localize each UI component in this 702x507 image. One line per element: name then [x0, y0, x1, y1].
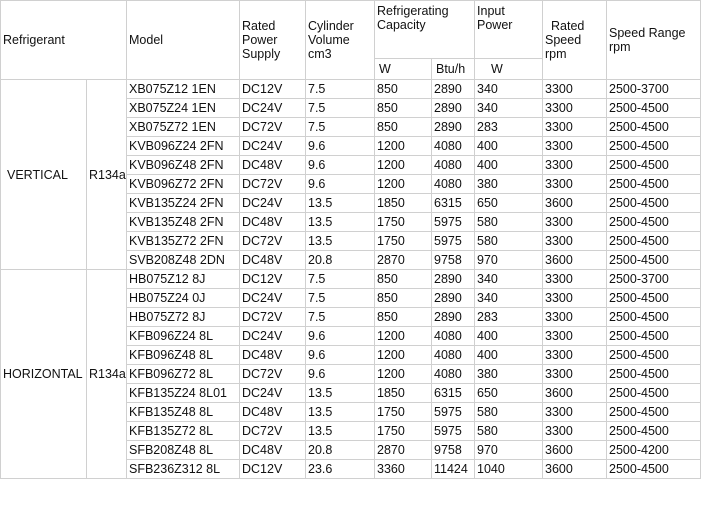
power-supply-cell: DC48V	[240, 156, 306, 175]
model-cell: XB075Z24 1EN	[127, 99, 240, 118]
model-cell: XB075Z12 1EN	[127, 80, 240, 99]
model-cell: HB075Z72 8J	[127, 308, 240, 327]
capacity-w-cell: 1850	[375, 194, 432, 213]
input-power-cell: 580	[475, 213, 543, 232]
capacity-btuh-cell: 6315	[432, 384, 475, 403]
speed-range-cell: 2500-4500	[607, 327, 701, 346]
subheader-btuh: Btu/h	[432, 59, 475, 80]
capacity-w-cell: 1200	[375, 346, 432, 365]
model-cell: KVB096Z72 2FN	[127, 175, 240, 194]
input-power-cell: 400	[475, 327, 543, 346]
capacity-w-cell: 850	[375, 80, 432, 99]
cylinder-volume-cell: 7.5	[306, 80, 375, 99]
power-supply-cell: DC72V	[240, 422, 306, 441]
capacity-w-cell: 1750	[375, 213, 432, 232]
model-cell: KVB135Z72 2FN	[127, 232, 240, 251]
model-cell: KVB135Z24 2FN	[127, 194, 240, 213]
input-power-cell: 340	[475, 289, 543, 308]
input-power-cell: 1040	[475, 460, 543, 479]
capacity-btuh-cell: 4080	[432, 175, 475, 194]
model-cell: KFB096Z24 8L	[127, 327, 240, 346]
model-cell: KVB135Z48 2FN	[127, 213, 240, 232]
rated-speed-cell: 3300	[543, 270, 607, 289]
cylinder-volume-cell: 13.5	[306, 384, 375, 403]
header-speed-range: Speed Range rpm	[607, 1, 701, 80]
capacity-w-cell: 1200	[375, 175, 432, 194]
rated-speed-cell: 3600	[543, 384, 607, 403]
rated-speed-cell: 3300	[543, 137, 607, 156]
power-supply-cell: DC48V	[240, 403, 306, 422]
rated-speed-cell: 3600	[543, 194, 607, 213]
capacity-w-cell: 1200	[375, 137, 432, 156]
speed-range-cell: 2500-4500	[607, 194, 701, 213]
input-power-cell: 650	[475, 194, 543, 213]
speed-range-cell: 2500-4500	[607, 213, 701, 232]
rated-speed-cell: 3300	[543, 80, 607, 99]
capacity-w-cell: 3360	[375, 460, 432, 479]
model-cell: HB075Z12 8J	[127, 270, 240, 289]
speed-range-cell: 2500-4500	[607, 118, 701, 137]
capacity-w-cell: 1750	[375, 403, 432, 422]
cylinder-volume-cell: 13.5	[306, 422, 375, 441]
power-supply-cell: DC72V	[240, 308, 306, 327]
model-cell: KVB096Z48 2FN	[127, 156, 240, 175]
capacity-btuh-cell: 4080	[432, 327, 475, 346]
capacity-btuh-cell: 2890	[432, 270, 475, 289]
speed-range-cell: 2500-4500	[607, 346, 701, 365]
subheader-input-w: W	[475, 59, 543, 80]
rated-speed-cell: 3300	[543, 308, 607, 327]
capacity-w-cell: 850	[375, 270, 432, 289]
rated-speed-cell: 3300	[543, 403, 607, 422]
table-row	[1, 270, 701, 289]
capacity-w-cell: 2870	[375, 251, 432, 270]
rated-speed-cell: 3300	[543, 232, 607, 251]
capacity-btuh-cell: 11424	[432, 460, 475, 479]
power-supply-cell: DC72V	[240, 118, 306, 137]
speed-range-cell: 2500-4500	[607, 251, 701, 270]
refrigerant-cell: R134a	[87, 80, 127, 270]
power-supply-cell: DC24V	[240, 327, 306, 346]
rated-speed-cell: 3600	[543, 441, 607, 460]
orientation-cell: VERTICAL	[1, 80, 87, 270]
capacity-btuh-cell: 4080	[432, 346, 475, 365]
cylinder-volume-cell: 23.6	[306, 460, 375, 479]
capacity-w-cell: 1750	[375, 422, 432, 441]
cylinder-volume-cell: 9.6	[306, 175, 375, 194]
speed-range-cell: 2500-4500	[607, 156, 701, 175]
header-row	[1, 1, 701, 59]
speed-range-cell: 2500-3700	[607, 270, 701, 289]
rated-speed-cell: 3600	[543, 251, 607, 270]
cylinder-volume-cell: 7.5	[306, 270, 375, 289]
cylinder-volume-cell: 20.8	[306, 251, 375, 270]
input-power-cell: 283	[475, 118, 543, 137]
rated-speed-cell: 3300	[543, 118, 607, 137]
capacity-btuh-cell: 5975	[432, 213, 475, 232]
power-supply-cell: DC48V	[240, 251, 306, 270]
orientation-cell: HORIZONTAL	[1, 270, 87, 479]
table-body	[1, 80, 701, 479]
power-supply-cell: DC48V	[240, 441, 306, 460]
rated-speed-cell: 3300	[543, 175, 607, 194]
capacity-btuh-cell: 4080	[432, 365, 475, 384]
cylinder-volume-cell: 13.5	[306, 213, 375, 232]
model-cell: KVB096Z24 2FN	[127, 137, 240, 156]
input-power-cell: 650	[475, 384, 543, 403]
cylinder-volume-cell: 7.5	[306, 118, 375, 137]
capacity-w-cell: 1200	[375, 327, 432, 346]
speed-range-cell: 2500-4500	[607, 137, 701, 156]
capacity-btuh-cell: 6315	[432, 194, 475, 213]
capacity-w-cell: 850	[375, 308, 432, 327]
model-cell: XB075Z72 1EN	[127, 118, 240, 137]
header-cylinder-volume: Cylinder Volume cm3	[306, 1, 375, 80]
input-power-cell: 380	[475, 365, 543, 384]
capacity-btuh-cell: 5975	[432, 403, 475, 422]
model-cell: SFB236Z312 8L	[127, 460, 240, 479]
rated-speed-cell: 3300	[543, 346, 607, 365]
cylinder-volume-cell: 9.6	[306, 137, 375, 156]
power-supply-cell: DC24V	[240, 384, 306, 403]
model-cell: KFB135Z24 8L01	[127, 384, 240, 403]
power-supply-cell: DC48V	[240, 213, 306, 232]
speed-range-cell: 2500-4500	[607, 365, 701, 384]
speed-range-cell: 2500-4500	[607, 422, 701, 441]
header-input-power: Input Power	[475, 1, 543, 59]
capacity-btuh-cell: 9758	[432, 251, 475, 270]
power-supply-cell: DC72V	[240, 175, 306, 194]
input-power-cell: 580	[475, 422, 543, 441]
capacity-btuh-cell: 4080	[432, 137, 475, 156]
capacity-btuh-cell: 9758	[432, 441, 475, 460]
power-supply-cell: DC12V	[240, 460, 306, 479]
input-power-cell: 400	[475, 346, 543, 365]
power-supply-cell: DC12V	[240, 80, 306, 99]
rated-speed-cell: 3300	[543, 99, 607, 118]
capacity-w-cell: 850	[375, 99, 432, 118]
power-supply-cell: DC72V	[240, 232, 306, 251]
cylinder-volume-cell: 13.5	[306, 403, 375, 422]
cylinder-volume-cell: 13.5	[306, 194, 375, 213]
input-power-cell: 283	[475, 308, 543, 327]
speed-range-cell: 2500-3700	[607, 80, 701, 99]
header-model: Model	[127, 1, 240, 80]
power-supply-cell: DC12V	[240, 270, 306, 289]
model-cell: KFB135Z72 8L	[127, 422, 240, 441]
header-rated-speed: Rated Speed rpm	[543, 1, 607, 80]
model-cell: SFB208Z48 8L	[127, 441, 240, 460]
power-supply-cell: DC72V	[240, 365, 306, 384]
speed-range-cell: 2500-4500	[607, 289, 701, 308]
header-refrigerating-capacity: Refrigerating Capacity	[375, 1, 475, 59]
table-row	[1, 80, 701, 99]
cylinder-volume-cell: 9.6	[306, 156, 375, 175]
header-rated-power-supply: Rated Power Supply	[240, 1, 306, 80]
capacity-btuh-cell: 2890	[432, 118, 475, 137]
model-cell: SVB208Z48 2DN	[127, 251, 240, 270]
model-cell: HB075Z24 0J	[127, 289, 240, 308]
capacity-w-cell: 2870	[375, 441, 432, 460]
cylinder-volume-cell: 7.5	[306, 289, 375, 308]
capacity-btuh-cell: 5975	[432, 232, 475, 251]
speed-range-cell: 2500-4500	[607, 384, 701, 403]
capacity-w-cell: 850	[375, 289, 432, 308]
input-power-cell: 400	[475, 156, 543, 175]
capacity-btuh-cell: 2890	[432, 289, 475, 308]
speed-range-cell: 2500-4500	[607, 232, 701, 251]
cylinder-volume-cell: 20.8	[306, 441, 375, 460]
rated-speed-cell: 3600	[543, 460, 607, 479]
input-power-cell: 400	[475, 137, 543, 156]
cylinder-volume-cell: 9.6	[306, 327, 375, 346]
power-supply-cell: DC24V	[240, 194, 306, 213]
capacity-w-cell: 1200	[375, 365, 432, 384]
power-supply-cell: DC48V	[240, 346, 306, 365]
rated-speed-cell: 3300	[543, 327, 607, 346]
capacity-w-cell: 1750	[375, 232, 432, 251]
speed-range-cell: 2500-4500	[607, 460, 701, 479]
capacity-w-cell: 1850	[375, 384, 432, 403]
table-header	[1, 1, 701, 80]
power-supply-cell: DC24V	[240, 137, 306, 156]
cylinder-volume-cell: 9.6	[306, 365, 375, 384]
capacity-btuh-cell: 4080	[432, 156, 475, 175]
capacity-w-cell: 1200	[375, 156, 432, 175]
cylinder-volume-cell: 7.5	[306, 99, 375, 118]
speed-range-cell: 2500-4500	[607, 308, 701, 327]
capacity-btuh-cell: 2890	[432, 80, 475, 99]
speed-range-cell: 2500-4500	[607, 403, 701, 422]
model-cell: KFB096Z72 8L	[127, 365, 240, 384]
input-power-cell: 340	[475, 270, 543, 289]
model-cell: KFB135Z48 8L	[127, 403, 240, 422]
input-power-cell: 580	[475, 403, 543, 422]
input-power-cell: 340	[475, 80, 543, 99]
speed-range-cell: 2500-4500	[607, 99, 701, 118]
input-power-cell: 380	[475, 175, 543, 194]
rated-speed-cell: 3300	[543, 213, 607, 232]
capacity-w-cell: 850	[375, 118, 432, 137]
input-power-cell: 970	[475, 441, 543, 460]
rated-speed-cell: 3300	[543, 156, 607, 175]
rated-speed-cell: 3300	[543, 422, 607, 441]
cylinder-volume-cell: 7.5	[306, 308, 375, 327]
capacity-btuh-cell: 2890	[432, 99, 475, 118]
cylinder-volume-cell: 9.6	[306, 346, 375, 365]
rated-speed-cell: 3300	[543, 365, 607, 384]
refrigerant-cell: R134a	[87, 270, 127, 479]
capacity-btuh-cell: 5975	[432, 422, 475, 441]
rated-speed-cell: 3300	[543, 289, 607, 308]
subheader-w: W	[375, 59, 432, 80]
header-refrigerant: Refrigerant	[1, 1, 127, 80]
cylinder-volume-cell: 13.5	[306, 232, 375, 251]
power-supply-cell: DC24V	[240, 99, 306, 118]
model-cell: KFB096Z48 8L	[127, 346, 240, 365]
power-supply-cell: DC24V	[240, 289, 306, 308]
input-power-cell: 970	[475, 251, 543, 270]
input-power-cell: 340	[475, 99, 543, 118]
speed-range-cell: 2500-4200	[607, 441, 701, 460]
speed-range-cell: 2500-4500	[607, 175, 701, 194]
input-power-cell: 580	[475, 232, 543, 251]
capacity-btuh-cell: 2890	[432, 308, 475, 327]
